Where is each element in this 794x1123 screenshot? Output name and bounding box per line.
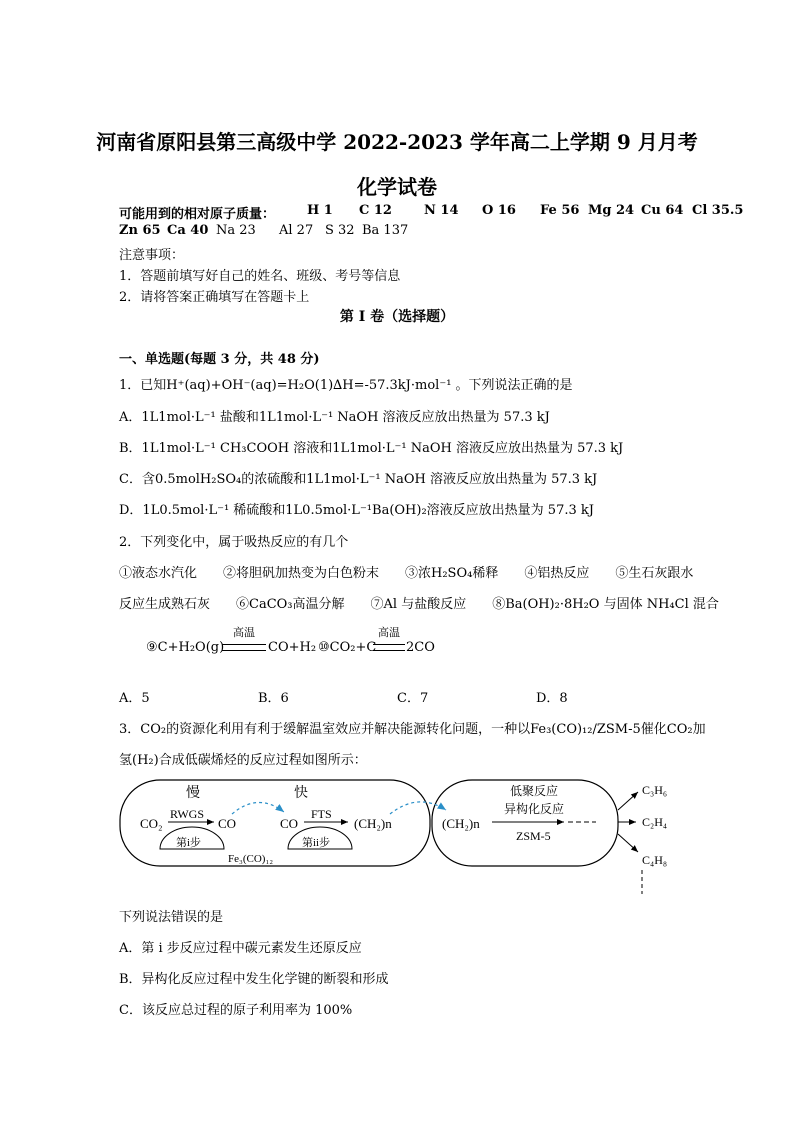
- q2-line-2: 反应生成熟石灰 ⑥CaCO₃高温分解 ⑦Al 与盐酸反应 ⑧Ba(OH)₂·8H₂O 与固体 NH₄Cl 混合: [119, 597, 719, 612]
- label-oligomerization: 低聚反应: [510, 784, 559, 798]
- species-ch2n-a: (CH₂)n: [354, 816, 392, 831]
- notes-heading: 注意事项：: [119, 248, 185, 263]
- notes-item-1: 1．答题前填写好自己的姓名、班级、考号等信息: [119, 269, 401, 284]
- mass-ba: Ba 137: [362, 223, 409, 238]
- page-title: 河南省原阳县第三高级中学 2022-2023 学年高二上学期 9 月月考: [96, 130, 698, 154]
- species-co2: CO₂: [140, 816, 163, 831]
- label-step-1: 第i步: [176, 837, 202, 849]
- mass-mg: Mg 24: [588, 203, 635, 218]
- reaction-process-diagram: [118, 772, 678, 896]
- mass-al: Al 27: [279, 223, 314, 238]
- species-co-a: CO: [218, 816, 237, 831]
- label-fts: FTS: [311, 807, 332, 821]
- mass-cu: Cu 64: [641, 203, 684, 218]
- label-fast: 快: [294, 786, 308, 801]
- q2-eq9-equals-sign: [222, 644, 266, 651]
- label-slow: 慢: [186, 786, 200, 801]
- mass-h: H 1: [307, 203, 333, 218]
- volume-title: 第 I 卷（选择题）: [339, 309, 455, 325]
- q2-eq9-condition: 高温: [233, 626, 255, 639]
- q3-ask: 下列说法错误的是: [119, 910, 224, 925]
- product-c3h6: C₃H₆: [642, 783, 668, 797]
- q2-line-1: ①液态水汽化 ②将胆矾加热变为白色粉末 ③浓H₂SO₄稀释 ④铝热反应 ⑤生石灰跟水: [119, 566, 694, 581]
- q1-stem: 1．已知H⁺(aq)+OH⁻(aq)=H₂O(1)∆H=-57.3kJ·mol⁻¹ 。下列说法正确的是: [119, 378, 573, 393]
- q2-eq10-condition: 高温: [378, 626, 400, 639]
- q2-eq9-left: ⑨C+H₂O(g): [146, 640, 225, 655]
- q2-option-d: D．8: [536, 691, 568, 706]
- q3-stem-line-2: 氢(H₂)合成低碳烯烃的反应过程如图所示：: [119, 753, 367, 768]
- q1-option-a: A．1L1mol·L⁻¹ 盐酸和1L1mol·L⁻¹ NaOH 溶液反应放出热量为 57.3 kJ: [119, 410, 550, 425]
- species-ch2n-b: (CH₂)n: [442, 816, 480, 831]
- q2-eq10-right: 2CO: [406, 640, 435, 655]
- product-c2h4: C₂H₄: [642, 815, 668, 829]
- notes-item-2: 2．请将答案正确填写在答题卡上: [119, 290, 310, 305]
- q3-option-b: B．异构化反应过程中发生化学键的断裂和形成: [119, 972, 389, 987]
- q1-option-d: D．1L0.5mol·L⁻¹ 稀硫酸和1L0.5mol·L⁻¹Ba(OH)₂溶液反应放出热量为 57.3 kJ: [119, 503, 594, 518]
- masses-label: 可能用到的相对原子质量：: [119, 207, 276, 222]
- q2-option-b: B．6: [258, 691, 289, 706]
- q1-option-b: B．1L1mol·L⁻¹ CH₃COOH 溶液和1L1mol·L⁻¹ NaOH 溶液反应放出热量为 57.3 kJ: [119, 441, 624, 456]
- label-zsm5: ZSM-5: [516, 829, 551, 843]
- q2-eq9-right: CO+H₂: [268, 640, 317, 655]
- mass-ca: Ca 40: [167, 223, 209, 238]
- q3-stem-line-1: 3．CO₂的资源化利用有利于缓解温室效应并解决能源转化问题，一种以Fe₃(CO)₁₂/ZSM-5催化CO₂加: [119, 722, 706, 737]
- part-title: 一、单选题(每题 3 分，共 48 分): [119, 352, 320, 367]
- label-rwgs: RWGS: [170, 807, 205, 821]
- species-co-b: CO: [280, 816, 299, 831]
- label-step-2: 第ii步: [302, 837, 331, 849]
- q2-stem: 2．下列变化中，属于吸热反应的有几个: [119, 535, 349, 550]
- page-subtitle: 化学试卷: [357, 175, 437, 199]
- q2-eq10-equals-sign: [373, 644, 405, 651]
- mass-zn: Zn 65: [119, 223, 161, 238]
- q3-option-c: C．该反应总过程的原子利用率为 100%: [119, 1003, 353, 1018]
- mass-c: C 12: [359, 203, 392, 218]
- q2-option-a: A．5: [119, 691, 150, 706]
- label-catalyst: Fe₃(CO)₁₂: [228, 853, 274, 865]
- mass-o: O 16: [482, 203, 516, 218]
- mass-s: S 32: [325, 223, 355, 238]
- mass-na: Na 23: [216, 223, 256, 238]
- mass-fe: Fe 56: [540, 203, 580, 218]
- mass-n: N 14: [424, 203, 459, 218]
- q2-option-c: C．7: [397, 691, 429, 706]
- transfer-arrow-2: [390, 802, 446, 814]
- transfer-arrow-1: [232, 802, 284, 814]
- label-isomerization: 异构化反应: [504, 802, 565, 816]
- q3-option-a: A．第 i 步反应过程中碳元素发生还原反应: [119, 941, 362, 956]
- q1-option-c: C．含0.5molH₂SO₄的浓硫酸和1L1mol·L⁻¹ NaOH 溶液反应放出热量为 57.3 kJ: [119, 472, 598, 487]
- mass-cl: Cl 35.5: [692, 203, 744, 218]
- product-c4h8: C₄H₈: [642, 853, 668, 867]
- q2-eq10-left: ⑩CO₂+C: [318, 640, 377, 655]
